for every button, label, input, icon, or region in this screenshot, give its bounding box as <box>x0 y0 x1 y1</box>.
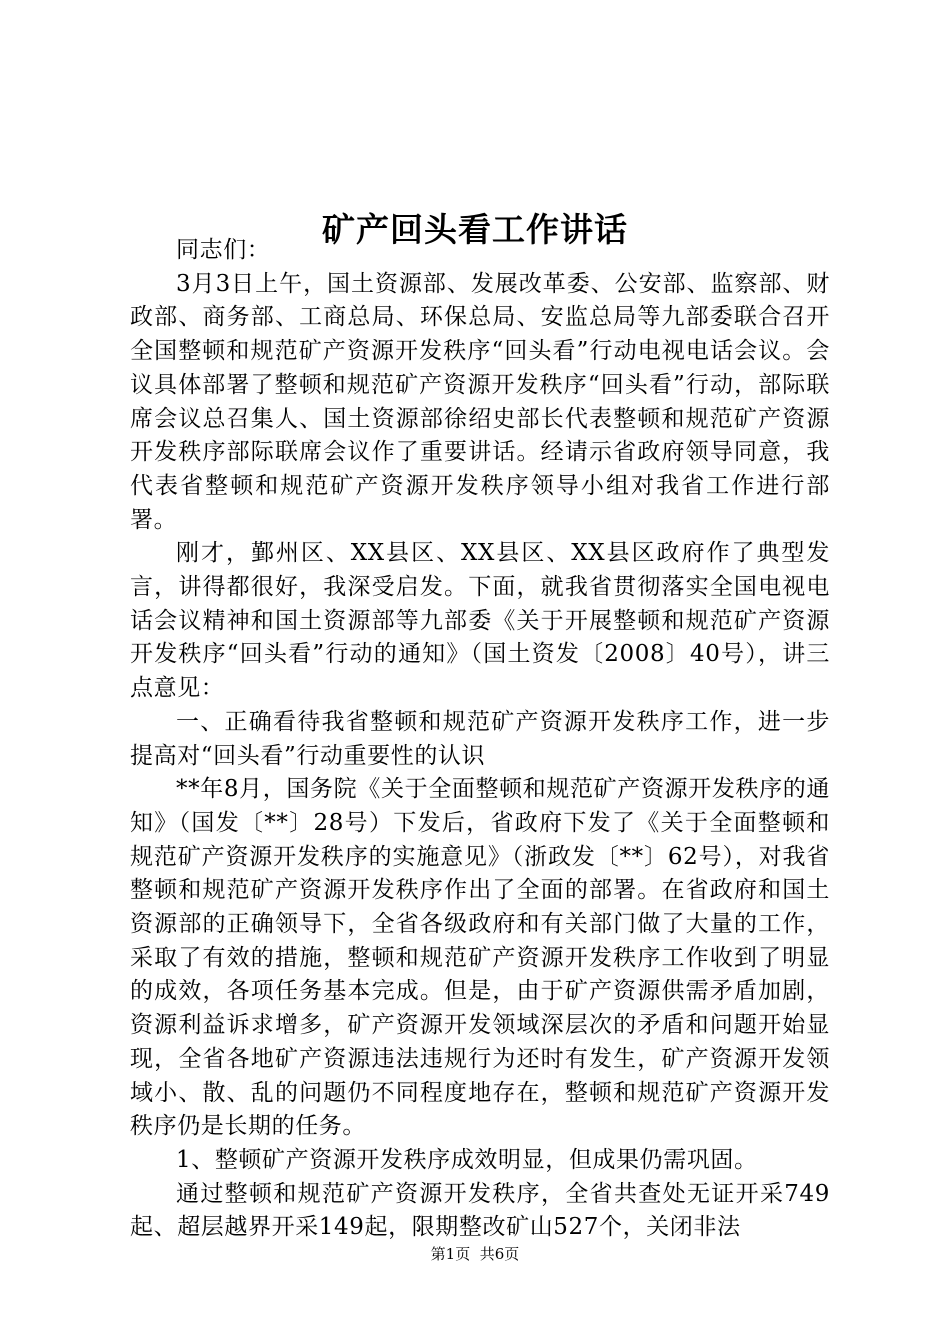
page-number: 第1页 <box>430 1245 471 1263</box>
paragraph-background: **年8月，国务院《关于全面整顿和规范矿产资源开发秩序的通知》（国发〔**〕28号）下发后，省政府下发了《关于全面整顿和规范矿产资源开发秩序的实施意见》（浙政发〔**〕62号），对我省整顿和规范矿产资源开发秩序作出了全面的部署。在省政府和国土资源部的正确领导下，全省各级政府和有关部门做了大量的工作，采取了有效的措施，整顿和规范矿产资源开发秩序工作收到了明显的成效，各项任务基本完成。但是，由于矿产资源供需矛盾加剧，资源利益诉求增多，矿产资源开发领域深层次的矛盾和问题开始显现，全省各地矿产资源违法违规行为还时有发生，矿产资源开发领域小、散、乱的问题仍不同程度地存在，整顿和规范矿产资源开发秩序仍是长期的任务。 <box>130 776 830 1140</box>
paragraph-results: 通过整顿和规范矿产资源开发秩序，全省共查处无证开采749起、超层越界开采149起，限期整改矿山527个，关闭非法 <box>130 1180 830 1241</box>
section-heading-1: 一、正确看待我省整顿和规范矿产资源开发秩序工作，进一步提高对“回头看”行动重要性的认识 <box>130 708 830 769</box>
subsection-heading-1: 1、整顿矿产资源开发秩序成效明显，但成果仍需巩固。 <box>176 1146 758 1173</box>
page-total: 共6页 <box>479 1245 520 1263</box>
paragraph-speech-intro: 刚才，鄞州区、XX县区、XX县区、XX县区政府作了典型发言，讲得都很好，我深受启发。下面，就我省贯彻落实全国电视电话会议精神和国土资源部等九部委《关于开展整顿和规范矿产资源开发秩序“回头看”行动的通知》（国土资发〔2008〕40号），讲三点意见： <box>130 540 830 702</box>
paragraph-meeting: 3月3日上午，国土资源部、发展改革委、公安部、监察部、财政部、商务部、工商总局、环保总局、安监总局等九部委联合召开全国整顿和规范矿产资源开发秩序“回头看”行动电视电话会议。会议具体部署了整顿和规范矿产资源开发秩序“回头看”行动，部际联席会议总召集人、国土资源部徐绍史部长代表整顿和规范矿产资源开发秩序部际联席会议作了重要讲话。经请示省政府领导同意，我代表省整顿和规范矿产资源开发秩序领导小组对我省工作进行部署。 <box>130 270 830 533</box>
document-title: 矿产回头看工作讲话 <box>322 210 628 250</box>
page-footer <box>0 1243 950 1265</box>
paragraph-salutation: 同志们： <box>176 237 271 263</box>
document-body <box>130 234 830 1245</box>
